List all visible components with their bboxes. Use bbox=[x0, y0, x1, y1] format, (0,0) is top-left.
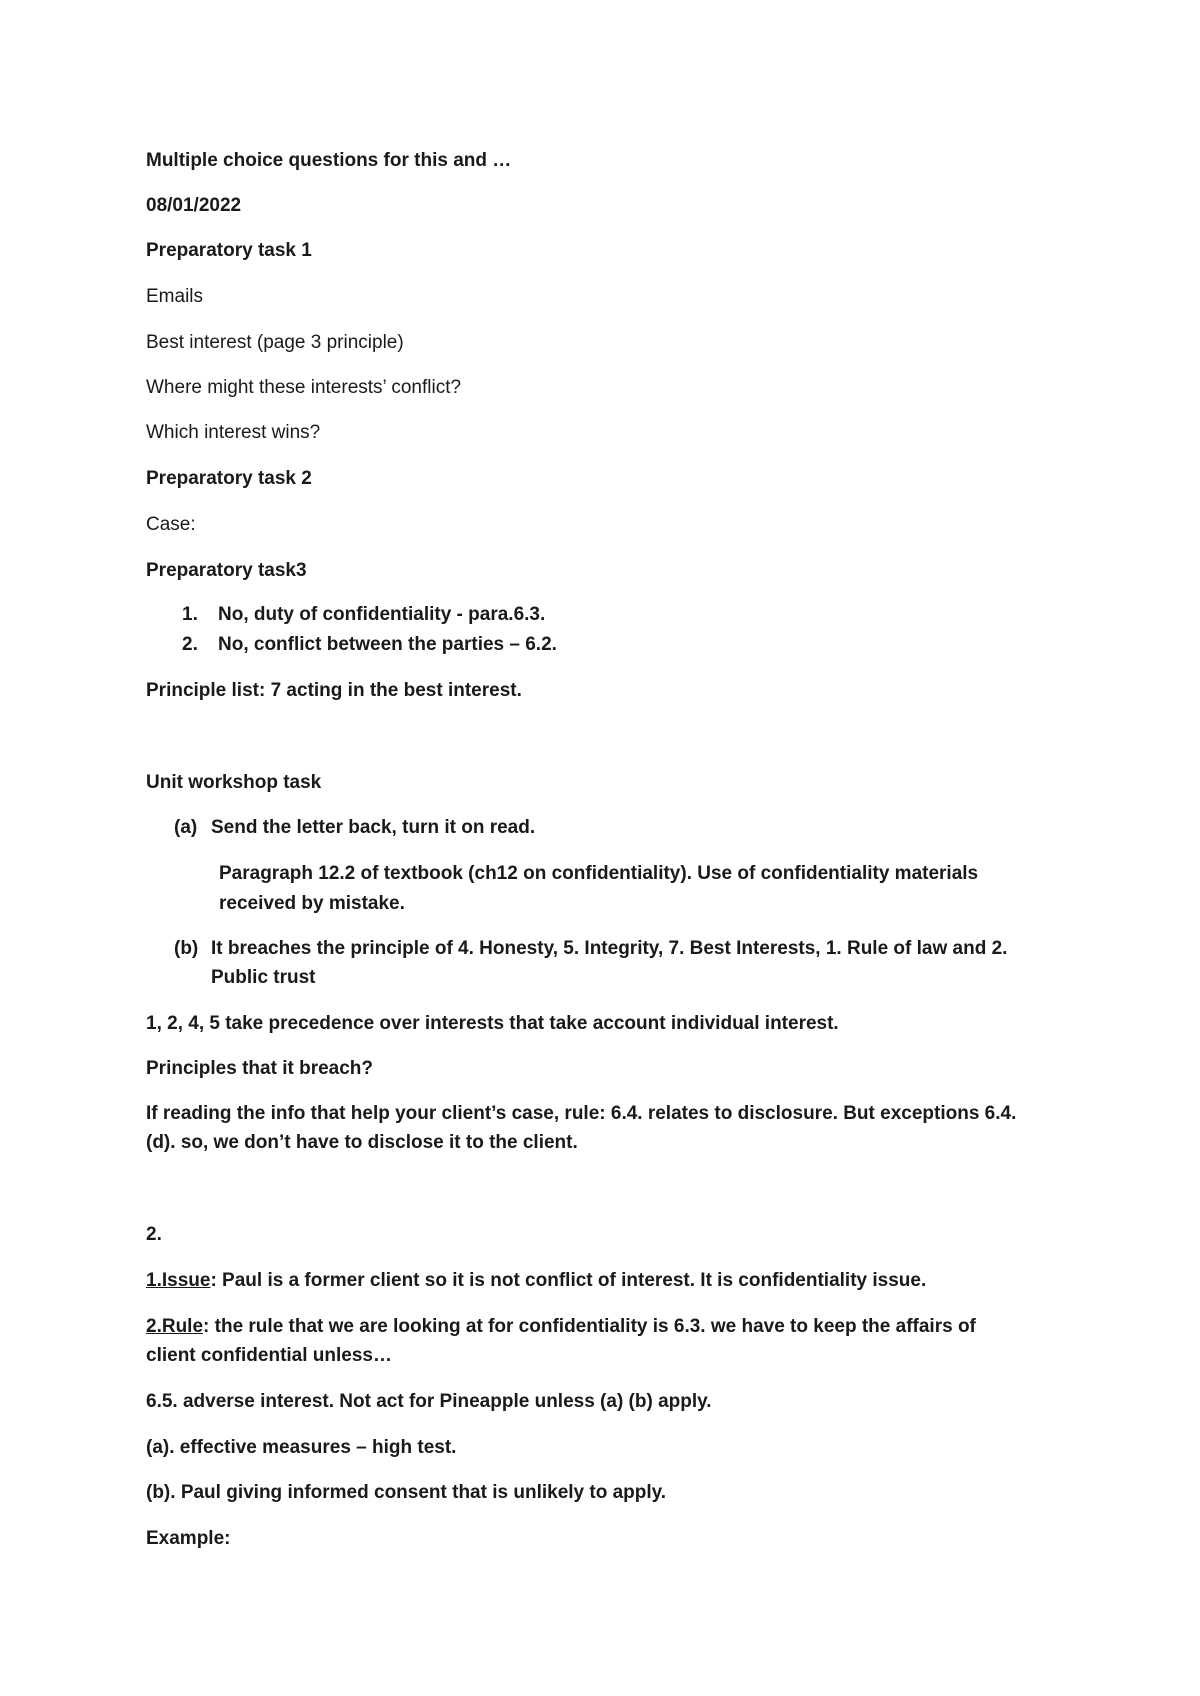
workshop-a-paragraph-line2: received by mistake. bbox=[219, 893, 405, 914]
workshop-item-b-line1: It breaches the principle of 4. Honesty, 5. Integrity, 7. Best Interests, 1. Rule of law and 2. bbox=[211, 938, 1008, 959]
workshop-reading-line1: If reading the info that help your client’s case, rule: 6.4. relates to disclosure. But exceptions 6.4. bbox=[146, 1103, 1017, 1124]
workshop-breach-question: Principles that it breach? bbox=[146, 1058, 373, 1079]
section2-adverse-interest: 6.5. adverse interest. Not act for Pineapple unless (a) (b) apply. bbox=[146, 1391, 712, 1412]
task3-principle-list: Principle list: 7 acting in the best interest. bbox=[146, 680, 522, 701]
section2-effective-measures: (a). effective measures – high test. bbox=[146, 1437, 457, 1458]
rule-text: : the rule that we are looking at for confidentiality is 6.3. we have to keep the affairs of bbox=[203, 1316, 976, 1337]
workshop-heading: Unit workshop task bbox=[146, 772, 322, 793]
task3-heading: Preparatory task3 bbox=[146, 560, 307, 581]
task3-list-item-1: No, duty of confidentiality - para.6.3. bbox=[218, 604, 546, 625]
workshop-marker-b: (b) bbox=[174, 938, 199, 959]
issue-label: 1.Issue bbox=[146, 1270, 211, 1291]
workshop-reading-line2: (d). so, we don’t have to disclose it to the client. bbox=[146, 1132, 578, 1153]
task1-item-conflict-question: Where might these interests’ conflict? bbox=[146, 377, 462, 398]
workshop-item-a: Send the letter back, turn it on read. bbox=[211, 817, 536, 838]
task1-item-which-interest: Which interest wins? bbox=[146, 422, 321, 443]
section2-example: Example: bbox=[146, 1528, 231, 1549]
list-marker-1: 1. bbox=[182, 604, 198, 625]
workshop-precedence: 1, 2, 4, 5 take precedence over interests that take account individual interest. bbox=[146, 1013, 839, 1034]
task1-item-best-interest: Best interest (page 3 principle) bbox=[146, 332, 404, 353]
workshop-marker-a: (a) bbox=[174, 817, 198, 838]
task1-heading: Preparatory task 1 bbox=[146, 240, 312, 261]
issue-text: : Paul is a former client so it is not conflict of interest. It is confidentiality issue. bbox=[210, 1270, 927, 1291]
document-title: Multiple choice questions for this and … bbox=[146, 150, 512, 171]
section2-informed-consent: (b). Paul giving informed consent that is unlikely to apply. bbox=[146, 1482, 667, 1503]
workshop-a-paragraph-line1: Paragraph 12.2 of textbook (ch12 on confidentiality). Use of confidentiality materials bbox=[219, 863, 979, 884]
task2-case: Case: bbox=[146, 514, 196, 535]
list-marker-2: 2. bbox=[182, 634, 198, 655]
document-date: 08/01/2022 bbox=[146, 195, 242, 216]
section2-rule-line2: client confidential unless… bbox=[146, 1345, 392, 1366]
task2-heading: Preparatory task 2 bbox=[146, 468, 312, 489]
rule-label: 2.Rule bbox=[146, 1316, 204, 1337]
task1-item-emails: Emails bbox=[146, 286, 204, 307]
task3-list-item-2: No, conflict between the parties – 6.2. bbox=[218, 634, 557, 655]
section2-issue bbox=[146, 1266, 926, 1295]
workshop-item-b-line2: Public trust bbox=[211, 967, 316, 988]
section2-rule-line1 bbox=[146, 1312, 976, 1341]
section2-number: 2. bbox=[146, 1224, 162, 1245]
